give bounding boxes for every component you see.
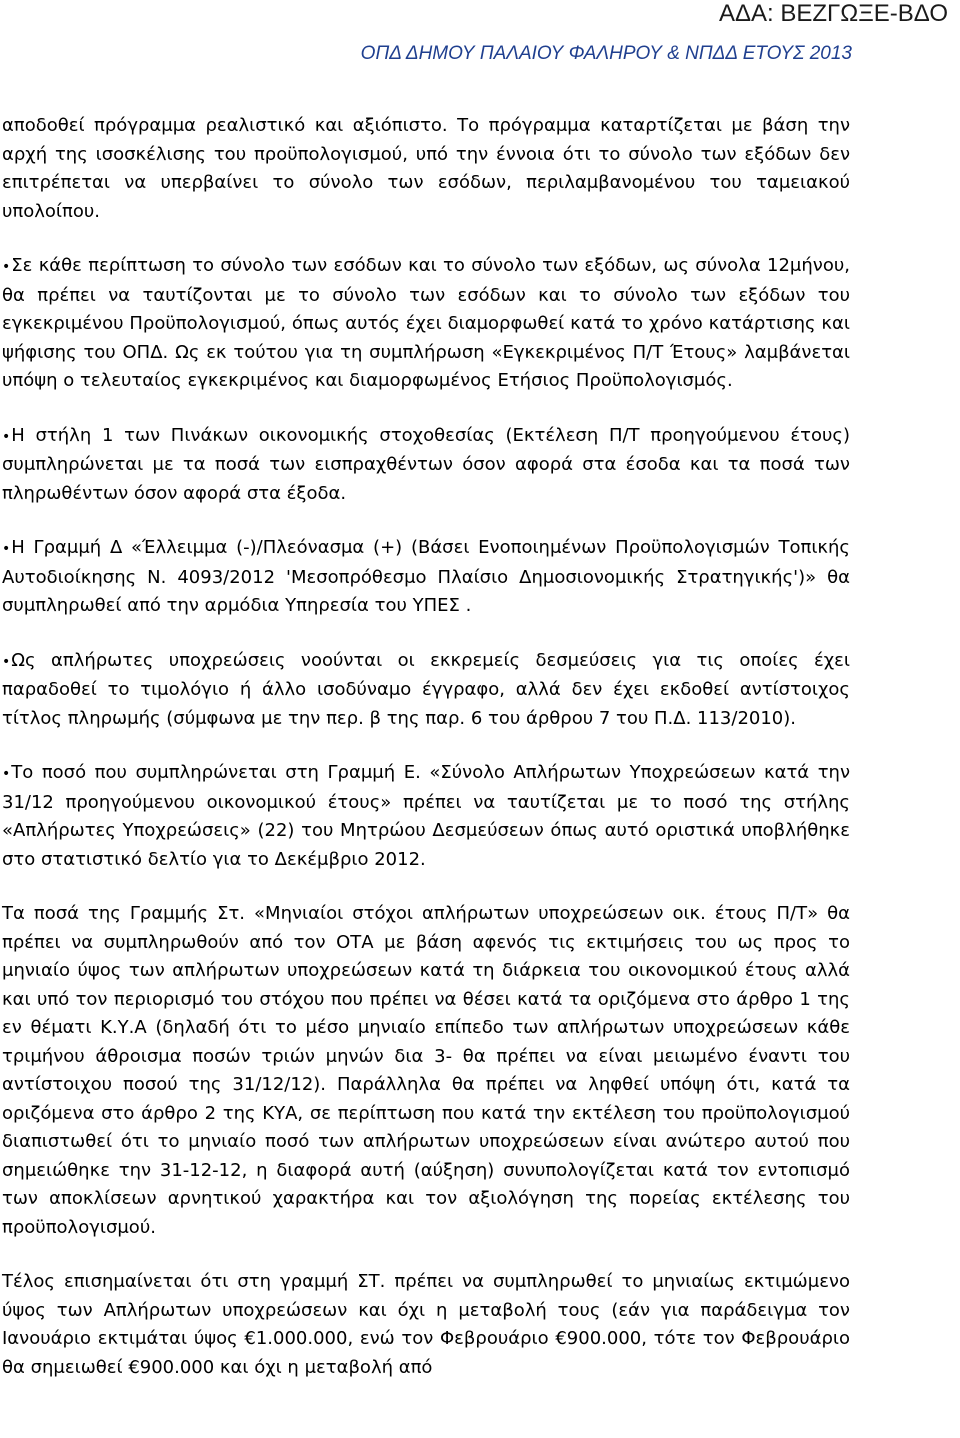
paragraph-closing-note [2,1268,850,1382]
bullet-icon: • [2,259,11,275]
bullet-paragraph-line-e [2,759,850,874]
paragraph-intro [2,112,850,226]
paragraph-text: Η στήλη 1 των Πινάκων οικονομικής στοχοθεσίας (Εκτέλεση Π/Τ προηγούμενου έτους) συμπληρώνεται με τα ποσά των εισπραχθέντων όσον αφορά στα έσοδα και τα ποσά των πληρωθέντων όσον αφορά στα έξοδα. [2,424,850,504]
bullet-icon: • [2,541,11,557]
ada-code: ΑΔΑ: ΒΕΖΓΩΞΕ-ΒΔΟ [718,0,948,27]
document-header-title: ΟΠΔ ΔΗΜΟΥ ΠΑΛΑΙΟΥ ΦΑΛΗΡΟΥ & ΝΠΔΔ ΕΤΟΥΣ 2013 [360,43,852,64]
bullet-icon: • [2,653,11,670]
bullet-icon: • [2,428,11,445]
bullet-paragraph-unpaid-obligations [2,647,850,734]
paragraph-text: Τέλος επισημαίνεται ότι στη γραμμή ΣΤ. πρέπει να συμπληρωθεί το μηνιαίως εκτιμώμενο ύψος των Απλήρωτων υποχρεώσεων και όχι η μεταβολή τους (εάν για παράδειγμα τον Ιανουάριο εκτιμάται ύψος €1.000.000, ενώ τον Φεβρουάριο €900.000, τότε τον Φεβρουάριο θα σημειωθεί €900.000 και όχι η μεταβολή από [2,1271,850,1378]
paragraph-text: Ως απλήρωτες υποχρεώσεις νοούνται οι εκκρεμείς δεσμεύσεις για τις οποίες έχει παραδοθεί το τιμολόγιο ή άλλο ισοδύναμο έγγραφο, αλλά δεν έχει εκδοθεί αντίστοιχος τίτλος πληρωμής (σύμφωνα με την περ. β της παρ. 6 του άρθρου 7 του Π.Δ. 113/2010). [2,649,850,729]
paragraph-text: Τα ποσά της Γραμμής Στ. «Μηνιαίοι στόχοι απλήρωτων υποχρεώσεων οικ. έτους Π/Τ» θα πρέπει να συμπληρωθούν από τον ΟΤΑ με βάση αφενός τις εκτιμήσεις του ως προς το μηνιαίο ύψος των απλήρωτων υποχρεώσεων κατά τη διάρκεια του οικονομικού έτους αλλά και υπό τον περιορισμό του στόχου που πρέπει να θέσει κατά τα οριζόμενα στο άρθρο 1 της εν θέματι Κ.Υ.Α (δηλαδή ότι το μέσο μηνιαίο επίπεδο των απλήρωτων υποχρεώσεων κάθε τριμήνου άθροισμα ποσών τριών μηνών δια 3- θα πρέπει να είναι μειωμένο έναντι του αντίστοιχου ποσού της 31/12/12). Παράλληλα θα πρέπει να ληφθεί υπόψη ότι, κατά τα οριζόμενα στο άρθρο 2 της ΚΥΑ, σε περίπτωση που κατά την εκτέλεση του προϋπολογισμού διαπιστωθεί ότι το μηνιαίο ποσό των απλήρωτων υποχρεώσεων είναι ανώτερο αυτού που σημειώθηκε την 31-12-12, η διαφορά αυτή (αύξηση) συνυπολογίζεται κατά τον εντοπισμό των αποκλίσεων αρνητικού χαρακτήρα και τον αξιολόγηση της πορείας εκτέλεσης του προϋπολογισμού. [2,903,850,1238]
bullet-paragraph-budget-totals [2,252,850,396]
paragraph-line-st [2,900,850,1242]
bullet-paragraph-line-d [2,534,850,621]
paragraph-text: Η Γραμμή Δ «Έλλειμμα (-)/Πλεόνασμα (+) (Βάσει Ενοποιημένων Προϋπολογισμών Τοπικής Αυτοδιοίκησης Ν. 4093/2012 'Μεσοπρόθεσμο Πλαίσιο Δημοσιονομικής Στρατηγικής')» θα συμπληρωθεί από την αρμόδια Υπηρεσία του ΥΠΕΣ . [2,537,850,616]
paragraph-text: Σε κάθε περίπτωση το σύνολο των εσόδων και το σύνολο των εξόδων, ως σύνολα 12μήνου, θα πρέπει να ταυτίζονται με το σύνολο των εσόδων και το σύνολο των εξόδων του εγκεκριμένου Προϋπολογισμού, όπως αυτός έχει διαμορφωθεί κατά το χρόνο κατάρτισης και ψήφισης του ΟΠΔ. Ως εκ τούτου για τη συμπλήρωση «Εγκεκριμένος Π/Τ Έτους» λαμβάνεται υπόψη ο τελευταίος εγκεκριμένος και διαμορφωμένος Ετήσιος Προϋπολογισμός. [2,255,850,391]
document-body [2,112,850,1382]
paragraph-text: Το ποσό που συμπληρώνεται στη Γραμμή Ε. «Σύνολο Απλήρωτων Υποχρεώσεων κατά την 31/12 προηγούμενου οικονομικού έτους» πρέπει να ταυτίζεται με το ποσό της στήλης «Απλήρωτες Υποχρεώσεις» (22) του Μητρώου Δεσμεύσεων όπως αυτό οριστικά υποβλήθηκε στο στατιστικό δελτίο για το Δεκέμβριο 2012. [2,762,850,870]
bullet-paragraph-column-1 [2,422,850,509]
paragraph-text: αποδοθεί πρόγραμμα ρεαλιστικό και αξιόπιστο. Το πρόγραμμα καταρτίζεται με βάση την αρχή της ισοσκέλισης του προϋπολογισμού, υπό την έννοια ότι το σύνολο των εξόδων δεν επιτρέπεται να υπερβαίνει το σύνολο των εσόδων, περιλαμβανομένου του ταμειακού υπολοίπου. [2,115,850,222]
bullet-icon: • [2,766,11,782]
